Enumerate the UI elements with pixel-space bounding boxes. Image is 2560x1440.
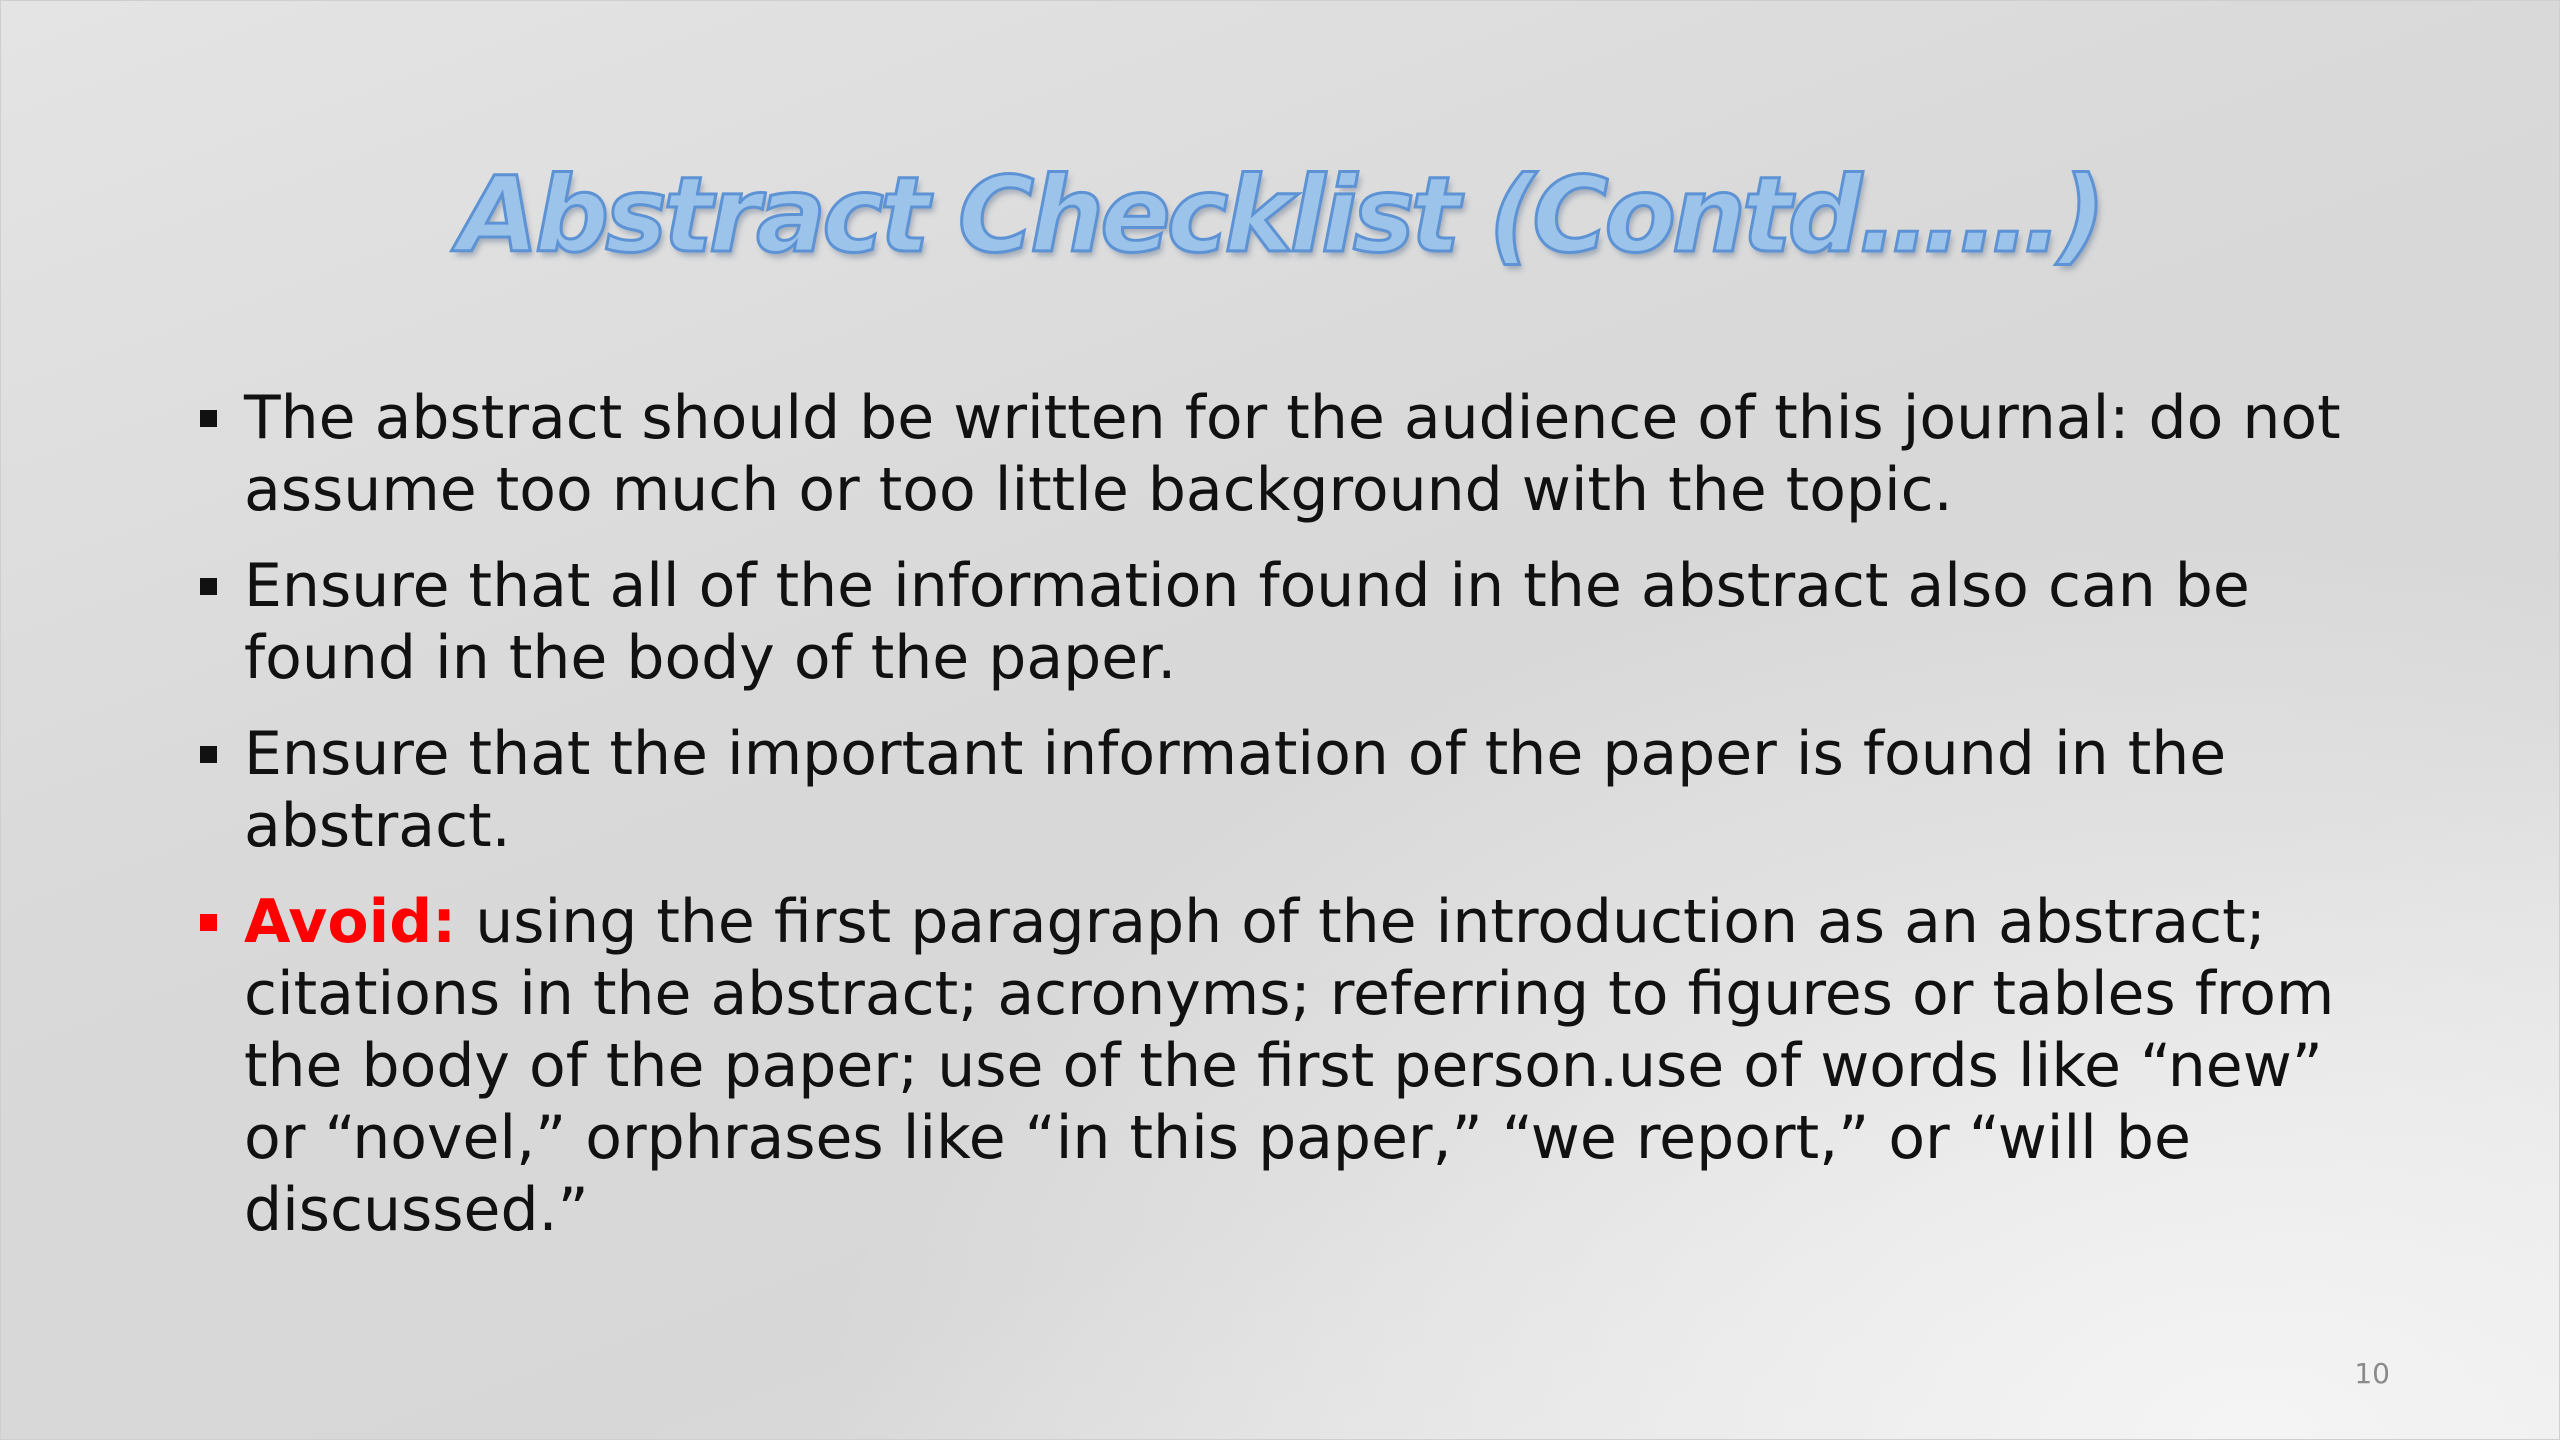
slide-number: 10 bbox=[2354, 1357, 2390, 1390]
bullet-item-important-information bbox=[200, 718, 2400, 862]
bullet-text: Ensure that all of the information found in the abstract also can be found in the body of the paper. bbox=[244, 551, 2250, 693]
square-bullet-icon bbox=[200, 410, 217, 427]
bullet-item-avoid bbox=[200, 886, 2400, 1246]
bullet-text: Ensure that the important information of the paper is found in the abstract. bbox=[244, 719, 2227, 861]
square-bullet-icon bbox=[200, 746, 217, 763]
bullet-text: The abstract should be written for the audience of this journal: do not assume too much or too little background with the topic. bbox=[244, 383, 2341, 525]
bullet-item-information-in-body bbox=[200, 550, 2400, 694]
bullet-list bbox=[200, 382, 2400, 1270]
bullet-item-audience bbox=[200, 382, 2400, 526]
slide-title: Abstract Checklist (Contd……) bbox=[458, 154, 2102, 276]
bullet-text: using the first paragraph of the introduction as an abstract; citations in the abstract; acronyms; referring to figures or tables from the body of the paper; use of the first person.use of words like “new” or “novel,” orphrases like “in this paper,” “we report,” or “will be discussed.” bbox=[244, 887, 2335, 1245]
red-square-bullet-icon bbox=[200, 914, 217, 931]
square-bullet-icon bbox=[200, 578, 217, 595]
avoid-label: Avoid: bbox=[244, 887, 457, 957]
